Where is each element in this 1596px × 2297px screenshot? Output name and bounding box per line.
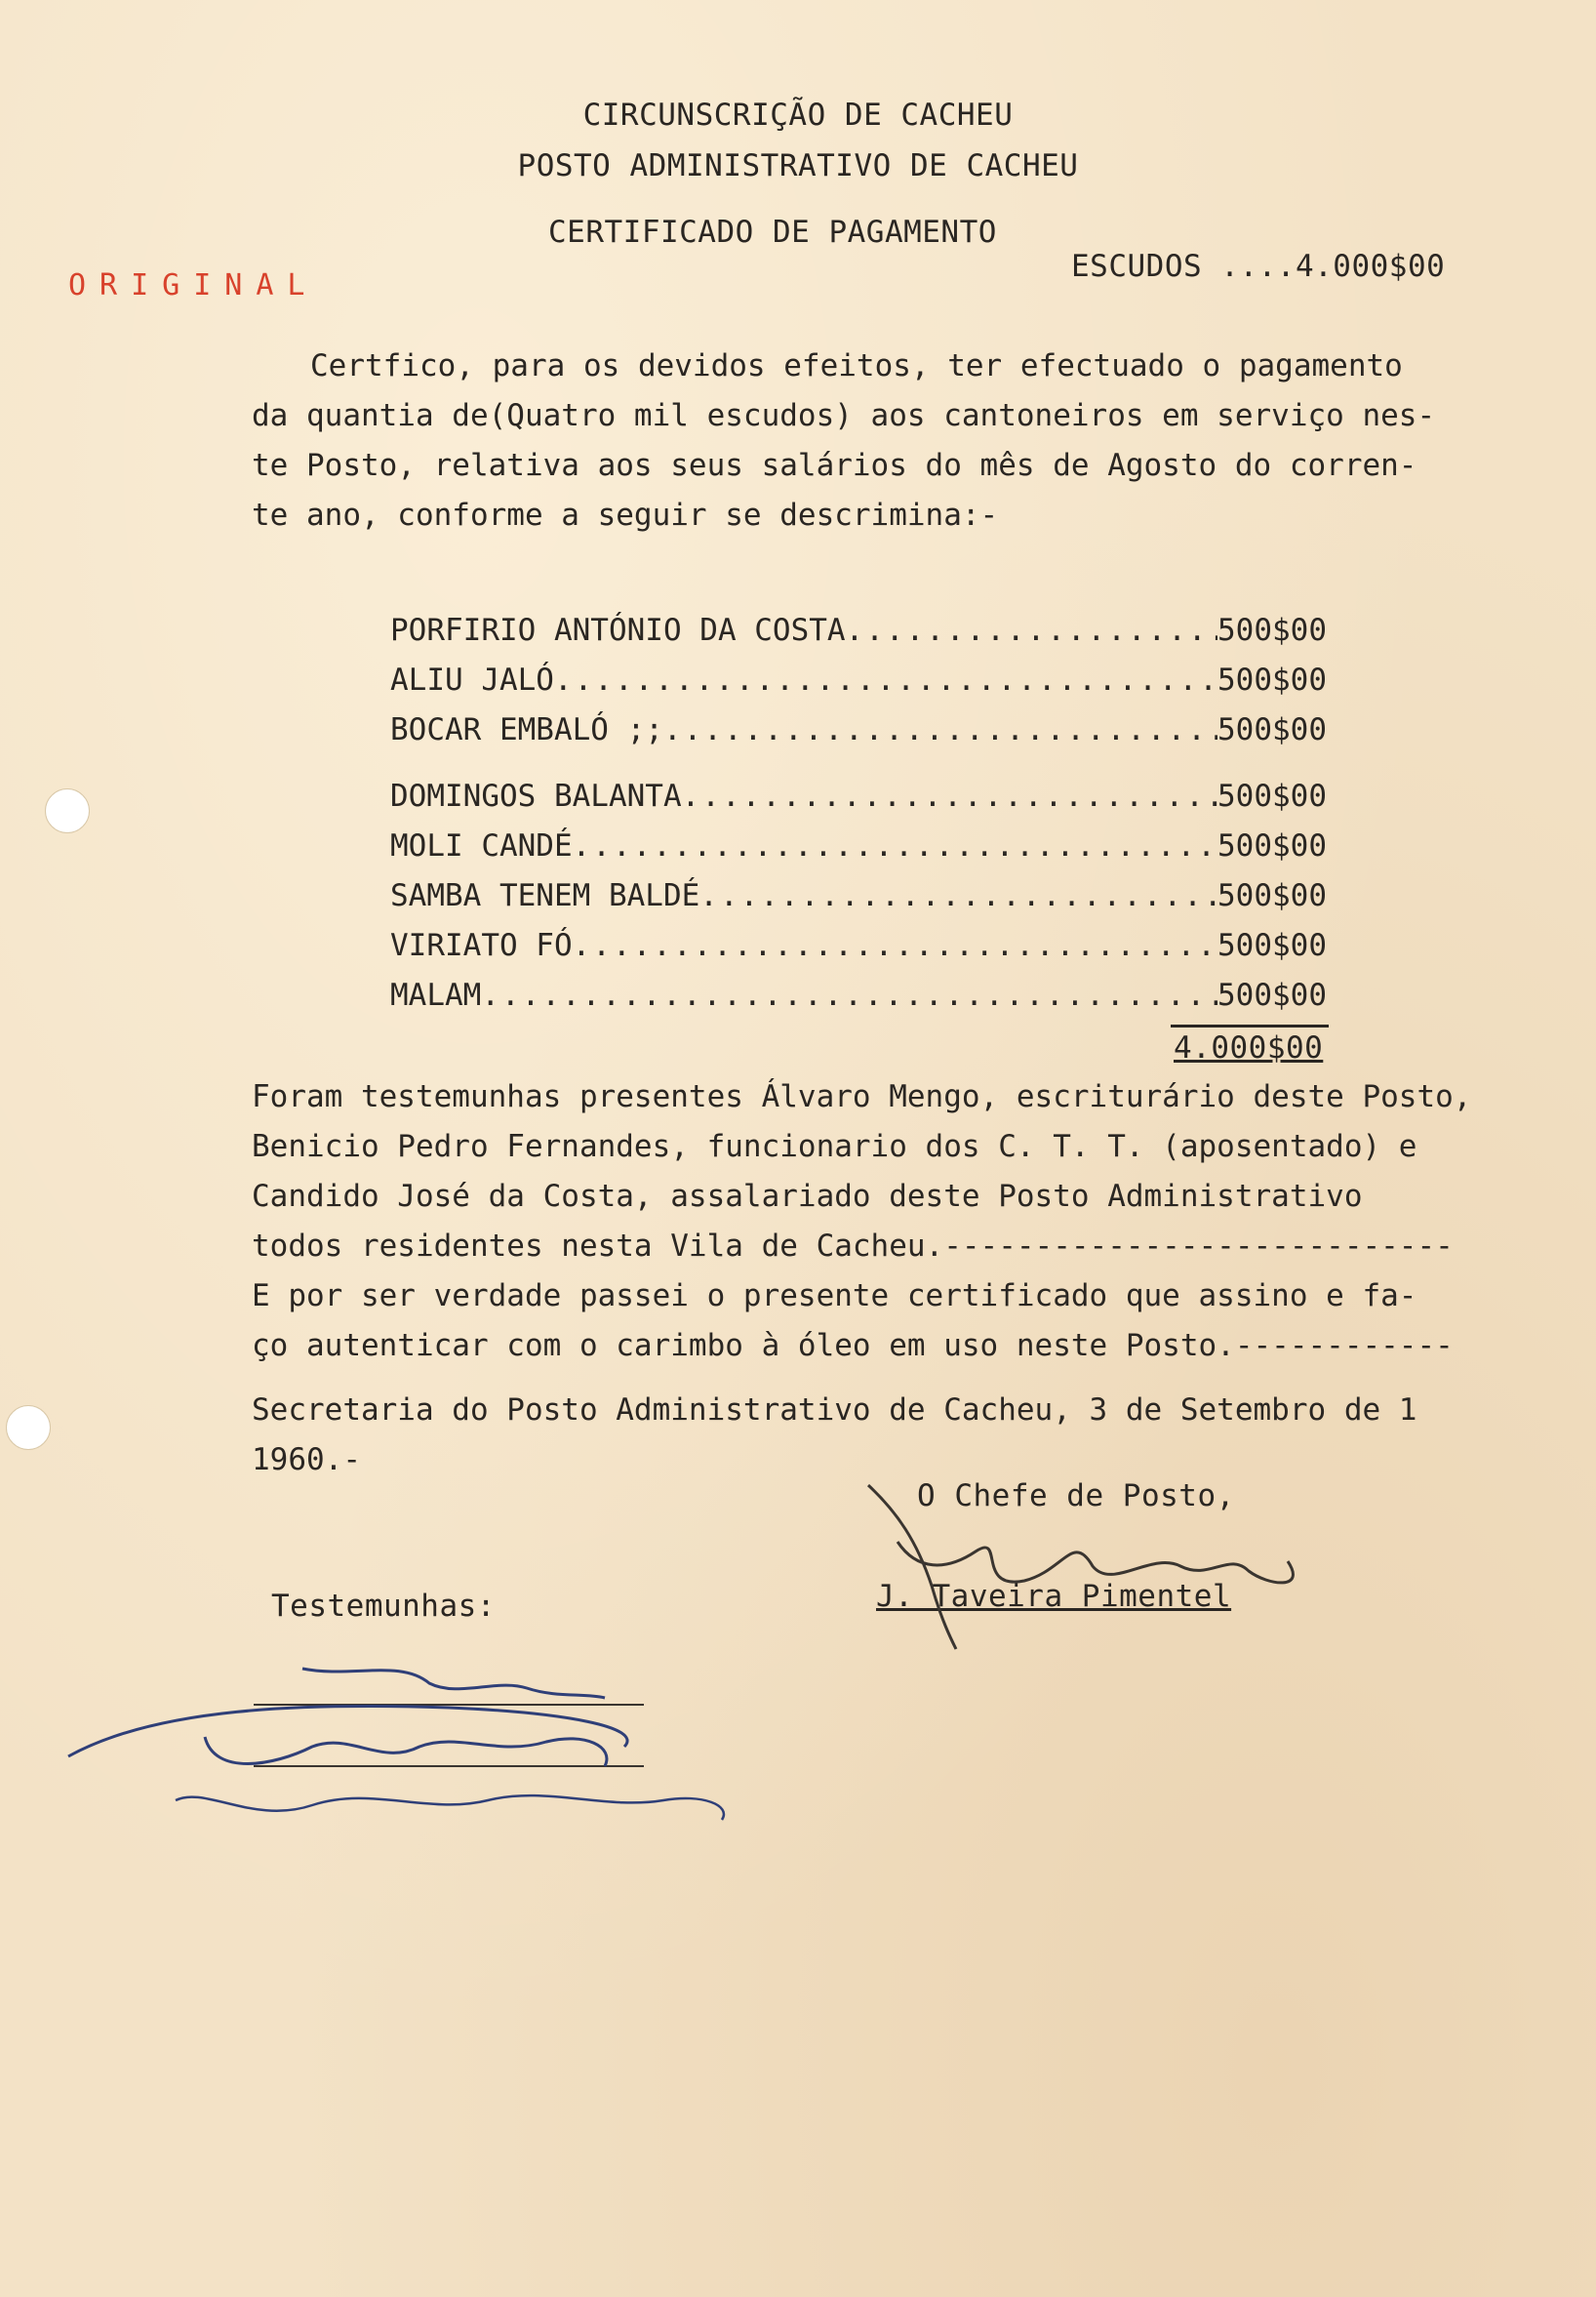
original-mark: ORIGINAL	[68, 268, 319, 302]
payee-name: DOMINGOS BALANTA	[390, 779, 682, 814]
intro-line-2: da quantia de(Quatro mil escudos) aos cantoneiros em serviço nes-	[252, 398, 1436, 433]
payee-amount: 500$00	[1217, 663, 1327, 698]
payee-row	[390, 828, 1327, 864]
payee-row	[390, 663, 1327, 698]
date-line-1: Secretaria do Posto Administrativo de Cacheu, 3 de Setembro de 1	[252, 1392, 1417, 1428]
payee-amount: 500$00	[1217, 779, 1327, 814]
payee-row	[390, 779, 1327, 814]
witness-line-1: Foram testemunhas presentes Álvaro Mengo, escriturário deste Posto,	[252, 1079, 1472, 1114]
payee-row	[390, 928, 1327, 963]
payee-amount: 500$00	[1217, 978, 1327, 1013]
header-post: POSTO ADMINISTRATIVO DE CACHEU	[517, 148, 1079, 183]
witness-line-4: todos residentes nesta Vila de Cacheu.----------------------------	[252, 1229, 1454, 1264]
payee-amount: 500$00	[1217, 878, 1327, 913]
payee-row	[390, 978, 1327, 1013]
payee-amount: 500$00	[1217, 928, 1327, 963]
payee-row	[390, 712, 1327, 747]
total-rule	[1171, 1025, 1329, 1028]
chief-signature	[858, 1473, 1317, 1659]
intro-line-1: Certfico, para os devidos efeitos, ter efectuado o pagamento	[310, 348, 1403, 383]
witness-line-3: Candido José da Costa, assalariado deste Posto Administrativo	[252, 1179, 1363, 1214]
intro-line-4: te ano, conforme a seguir se descrimina:-	[252, 498, 999, 533]
witness-signatures	[59, 1639, 741, 1854]
payee-row	[390, 878, 1327, 913]
punch-hole-lower	[6, 1405, 51, 1450]
closing-line-1: E por ser verdade passei o presente certificado que assino e fa-	[252, 1278, 1417, 1313]
total-amount: 4.000$00	[1174, 1030, 1324, 1066]
witness-line-2: Benicio Pedro Fernandes, funcionario dos C. T. T. (aposentado) e	[252, 1129, 1417, 1164]
payee-name: MOLI CANDÉ	[390, 828, 573, 864]
payee-name: ALIU JALÓ	[390, 663, 554, 698]
payee-name: BOCAR EMBALÓ ;;	[390, 712, 663, 747]
certificate-title: CERTIFICADO DE PAGAMENTO	[548, 215, 997, 250]
payee-amount: 500$00	[1217, 613, 1327, 648]
closing-line-2: ço autenticar com o carimbo à óleo em uso neste Posto.------------	[252, 1328, 1454, 1363]
payee-row	[390, 613, 1327, 648]
signatory-name: J. Taveira Pimentel	[876, 1579, 1232, 1614]
payee-amount: 500$00	[1217, 828, 1327, 864]
payee-name: SAMBA TENEM BALDÉ	[390, 878, 700, 913]
signatory-role: O Chefe de Posto,	[917, 1478, 1235, 1513]
date-line-2: 1960.-	[252, 1442, 361, 1477]
payee-amount: 500$00	[1217, 712, 1327, 747]
punch-hole-upper	[45, 788, 90, 833]
amount-label: ESCUDOS ....4.000$00	[1071, 249, 1446, 284]
payee-name: MALAM	[390, 978, 482, 1013]
payee-name: PORFIRIO ANTÓNIO DA COSTA	[390, 613, 846, 648]
witnesses-label: Testemunhas:	[271, 1589, 496, 1624]
intro-line-3: te Posto, relativa aos seus salários do mês de Agosto do corren-	[252, 448, 1417, 483]
header-district: CIRCUNSCRIÇÃO DE CACHEU	[582, 98, 1014, 133]
payee-name: VIRIATO FÓ	[390, 928, 573, 963]
